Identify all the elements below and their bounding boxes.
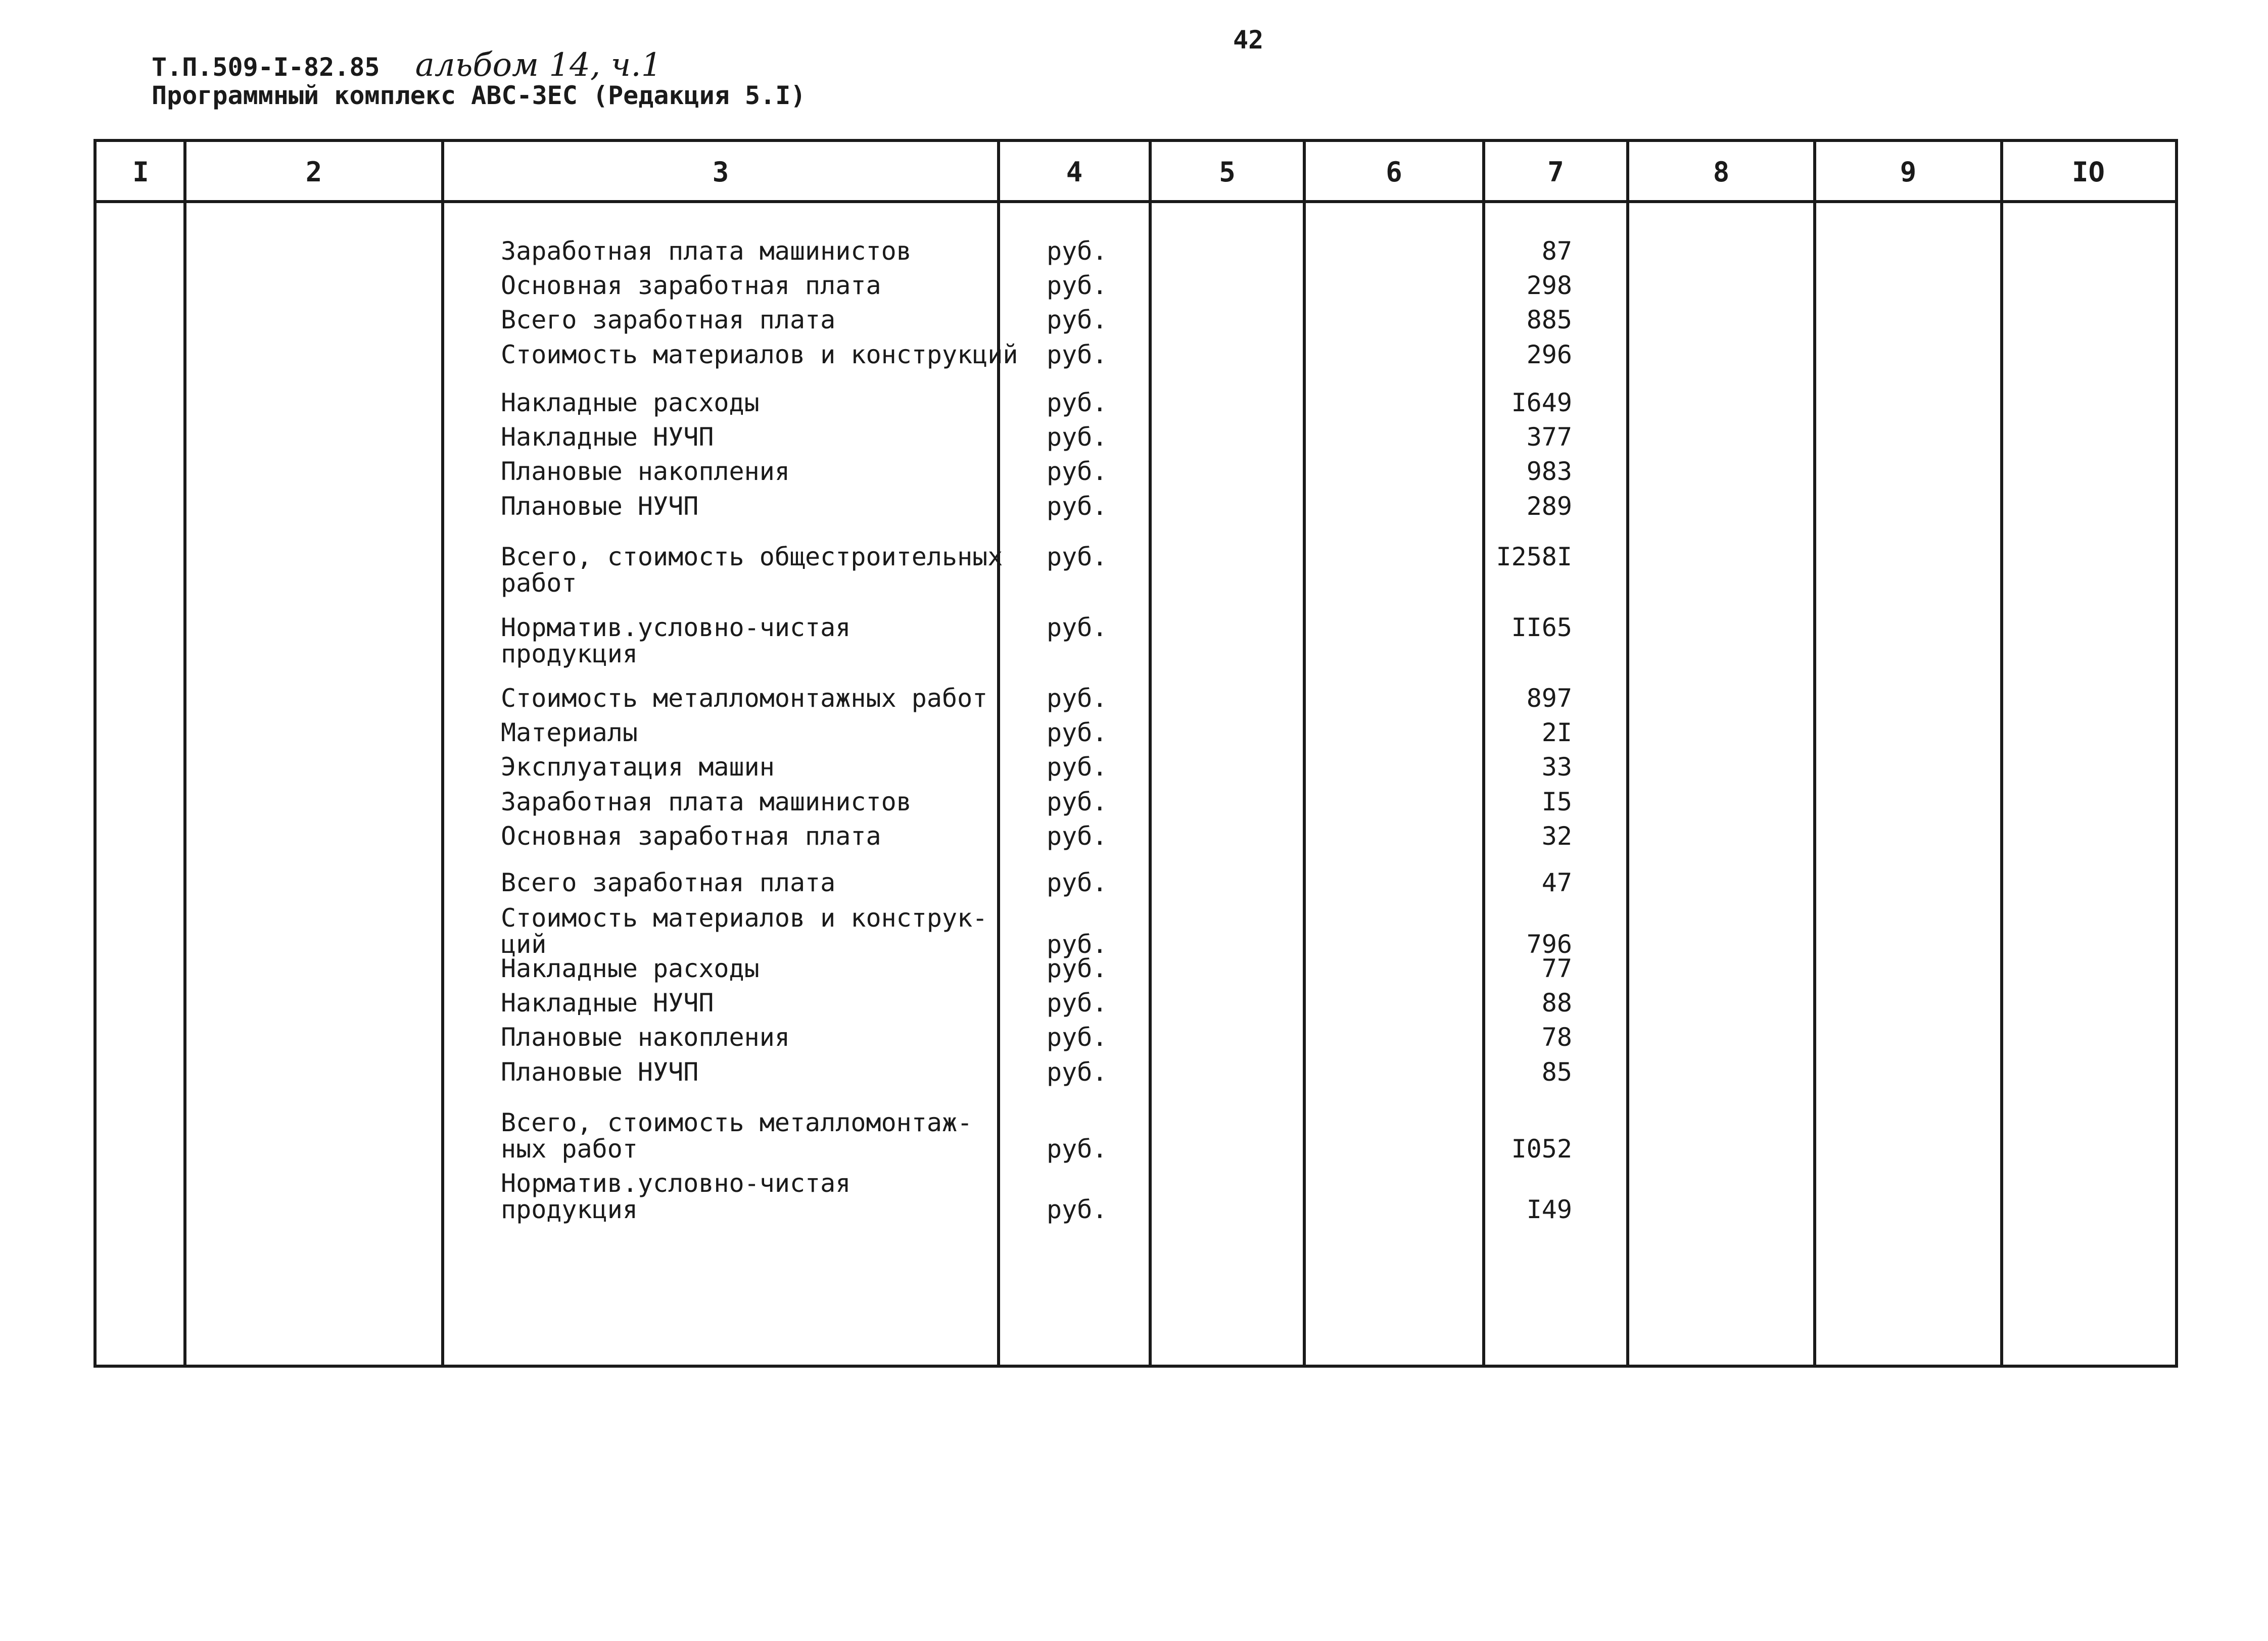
column-header-10: IO [2071, 156, 2105, 188]
row-unit: руб. [1047, 752, 1108, 782]
column-divider [1303, 142, 1306, 1365]
row-value: I649 [1511, 388, 1572, 417]
row-value: 2I [1541, 718, 1572, 747]
handwritten-album-note: альбом 14, ч.1 [415, 46, 662, 84]
column-header-4: 4 [1066, 156, 1083, 188]
row-value: 289 [1526, 492, 1572, 521]
row-name: Материалы [501, 718, 638, 747]
column-header-6: 6 [1386, 156, 1402, 188]
row-name: Заработная плата машинистов [501, 787, 912, 816]
row-unit: руб. [1047, 1057, 1108, 1087]
row-name: Стоимость металломонтажных работ [501, 684, 988, 713]
row-unit: руб. [1047, 236, 1108, 266]
row-unit: руб. [1047, 718, 1108, 747]
row-unit: руб. [1047, 388, 1108, 417]
row-value: 77 [1541, 954, 1572, 983]
row-unit: руб. [1047, 457, 1108, 486]
row-unit: руб. [1047, 868, 1108, 897]
row-unit: руб. [1047, 930, 1108, 959]
row-name: Плановые НУЧП [501, 492, 699, 521]
row-unit: руб. [1047, 787, 1108, 816]
row-name: Всего, стоимость металломонтаж- ных работ [501, 1108, 973, 1164]
row-value: 885 [1526, 305, 1572, 334]
row-value: 87 [1541, 236, 1572, 266]
column-header-3: 3 [712, 156, 729, 188]
row-value: 298 [1526, 271, 1572, 300]
column-header-9: 9 [1900, 156, 1917, 188]
row-value: 85 [1541, 1057, 1572, 1087]
row-value: I5 [1541, 787, 1572, 816]
row-name: Накладные НУЧП [501, 422, 714, 452]
row-unit: руб. [1047, 542, 1108, 571]
column-header-1: I [132, 156, 149, 188]
row-name: Норматив.условно-чистая продукция [501, 1169, 851, 1224]
row-name: Плановые накопления [501, 1023, 790, 1052]
row-unit: руб. [1047, 305, 1108, 334]
row-value: 32 [1541, 822, 1572, 851]
row-unit: руб. [1047, 954, 1108, 983]
column-header-7: 7 [1547, 156, 1564, 188]
column-header-5: 5 [1219, 156, 1236, 188]
column-divider [1813, 142, 1816, 1365]
row-value: 88 [1541, 988, 1572, 1018]
row-unit: руб. [1047, 1134, 1108, 1164]
row-name: Стоимость материалов и конструк- ций [501, 903, 988, 959]
row-unit: руб. [1047, 422, 1108, 452]
row-unit: руб. [1047, 340, 1108, 369]
row-name: Эксплуатация машин [501, 752, 775, 782]
row-name: Всего, стоимость общестроительных работ [501, 542, 1003, 598]
row-value: 897 [1526, 684, 1572, 713]
column-divider [183, 142, 186, 1365]
column-divider [2000, 142, 2003, 1365]
row-unit: руб. [1047, 1195, 1108, 1224]
table-header-row [97, 142, 2175, 203]
row-unit: руб. [1047, 271, 1108, 300]
row-value: I258I [1496, 542, 1572, 571]
program-title: Программный комплекс АВС-ЗЕС (Редакция 5.I) [152, 81, 806, 110]
column-header-2: 2 [305, 156, 322, 188]
row-name: Стоимость материалов и конструкций [501, 340, 1018, 369]
row-name: Всего заработная плата [501, 868, 836, 897]
row-value: 78 [1541, 1023, 1572, 1052]
column-divider [441, 142, 444, 1365]
row-name: Накладные расходы [501, 388, 760, 417]
row-name: Заработная плата машинистов [501, 236, 912, 266]
row-unit: руб. [1047, 1023, 1108, 1052]
row-value: 377 [1526, 422, 1572, 452]
column-header-8: 8 [1713, 156, 1730, 188]
row-value: 983 [1526, 457, 1572, 486]
document-code-line [152, 46, 662, 84]
row-name: Накладные расходы [501, 954, 760, 983]
row-name: Накладные НУЧП [501, 988, 714, 1018]
row-value: 33 [1541, 752, 1572, 782]
estimate-table [93, 139, 2178, 1368]
row-name: Основная заработная плата [501, 822, 881, 851]
row-unit: руб. [1047, 684, 1108, 713]
row-unit: руб. [1047, 822, 1108, 851]
document-code: Т.П.509-I-82.85 [152, 53, 380, 82]
row-name: Плановые НУЧП [501, 1057, 699, 1087]
row-value: 296 [1526, 340, 1572, 369]
row-name: Плановые накопления [501, 457, 790, 486]
row-value: II65 [1511, 613, 1572, 642]
row-unit: руб. [1047, 613, 1108, 642]
row-unit: руб. [1047, 988, 1108, 1018]
row-value: I49 [1526, 1195, 1572, 1224]
row-value: I052 [1511, 1134, 1572, 1164]
row-name: Норматив.условно-чистая продукция [501, 613, 851, 668]
column-divider [1626, 142, 1629, 1365]
row-unit: руб. [1047, 492, 1108, 521]
page-number: 42 [1233, 25, 1264, 55]
row-name: Основная заработная плата [501, 271, 881, 300]
row-value: 796 [1526, 930, 1572, 959]
row-name: Всего заработная плата [501, 305, 836, 334]
row-value: 47 [1541, 868, 1572, 897]
